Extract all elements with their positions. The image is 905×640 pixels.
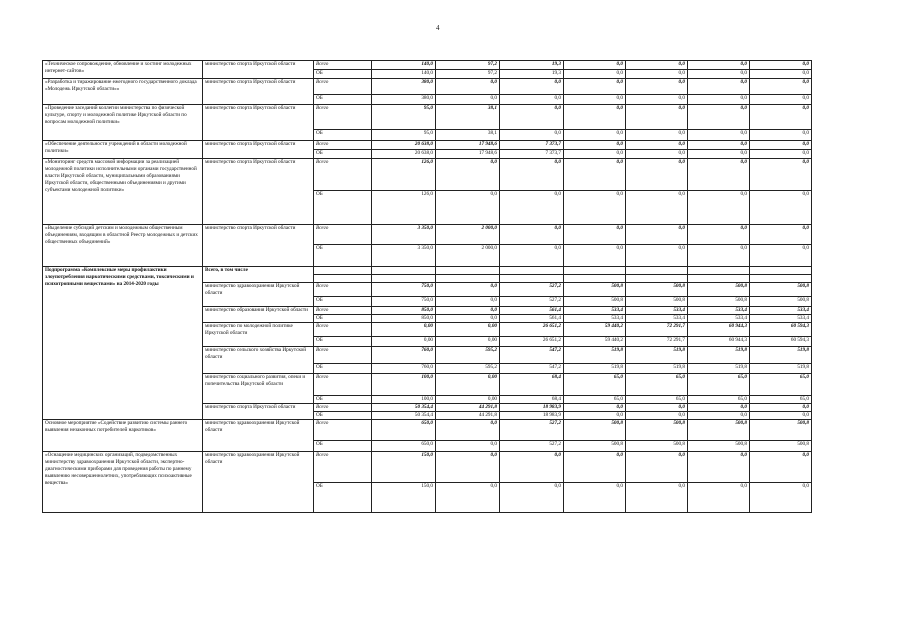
value-cell: 0,0 bbox=[688, 141, 750, 150]
value-cell: 65,0 bbox=[564, 396, 626, 404]
value-cell: 38,1 bbox=[436, 130, 500, 141]
value-cell: 0,0 bbox=[500, 452, 564, 483]
value-cell: 0,0 bbox=[626, 245, 688, 267]
value-cell: 650,0 bbox=[372, 441, 436, 452]
value-cell: 95,0 bbox=[372, 130, 436, 141]
source-cell: ОБ bbox=[314, 191, 372, 225]
value-cell: 0,0 bbox=[750, 61, 812, 70]
value-cell: 500,8 bbox=[750, 283, 812, 297]
source-cell: ОБ bbox=[314, 483, 372, 513]
table-row bbox=[43, 225, 812, 245]
value-cell: 0,0 bbox=[500, 79, 564, 95]
value-cell: 0,0 bbox=[500, 483, 564, 513]
event-name-cell: «Выделение субсидий детским и молодежным общественным объединениям, входящим в областной Реестр молодежных и детских общественных объединений» bbox=[43, 225, 203, 267]
value-cell: 0,0 bbox=[626, 70, 688, 79]
value-cell bbox=[626, 275, 688, 283]
subprogram-name-cell: Подпрограмма «Комплексные меры профилактики злоупотребления наркотическими средствами, токсическими и психотропными веществами» на 2014-2020 годы bbox=[43, 267, 203, 420]
value-cell: 97,2 bbox=[436, 70, 500, 79]
value-cell: 0,0 bbox=[626, 61, 688, 70]
value-cell: 65,0 bbox=[564, 374, 626, 396]
page-number: 4 bbox=[436, 24, 440, 32]
value-cell: 65,0 bbox=[750, 396, 812, 404]
value-cell: 595,2 bbox=[436, 347, 500, 364]
value-cell: 500,8 bbox=[564, 297, 626, 307]
value-cell: 533,4 bbox=[750, 315, 812, 323]
value-cell: 18 983,9 bbox=[500, 412, 564, 420]
value-cell: 380,0 bbox=[372, 95, 436, 105]
value-cell: 0,0 bbox=[564, 412, 626, 420]
source-cell: Всего bbox=[314, 420, 372, 441]
source-cell: Всего bbox=[314, 105, 372, 130]
executor-cell: министерство здравоохранения Иркутской области bbox=[203, 420, 314, 452]
source-cell: Всего bbox=[314, 374, 372, 396]
value-cell bbox=[750, 267, 812, 275]
value-cell: 527,2 bbox=[500, 420, 564, 441]
value-cell: 65,0 bbox=[626, 374, 688, 396]
value-cell: 500,8 bbox=[750, 420, 812, 441]
source-cell: Всего bbox=[314, 79, 372, 95]
value-cell: 533,4 bbox=[688, 315, 750, 323]
value-cell: 65,0 bbox=[626, 396, 688, 404]
value-cell: 38,1 bbox=[436, 105, 500, 130]
value-cell: 0,00 bbox=[436, 337, 500, 347]
value-cell: 650,0 bbox=[372, 420, 436, 441]
value-cell: 500,8 bbox=[626, 420, 688, 441]
value-cell: 17 948,6 bbox=[436, 141, 500, 150]
value-cell: 0,0 bbox=[564, 404, 626, 412]
value-cell: 0,0 bbox=[750, 141, 812, 150]
value-cell: 561,4 bbox=[500, 307, 564, 315]
value-cell: 0,00 bbox=[372, 337, 436, 347]
table-row bbox=[43, 452, 812, 483]
value-cell: 0,0 bbox=[564, 225, 626, 245]
value-cell: 519,8 bbox=[688, 364, 750, 374]
value-cell bbox=[372, 267, 436, 275]
executor-cell: министерство спорта Иркутской области bbox=[203, 61, 314, 79]
source-cell: ОБ bbox=[314, 337, 372, 347]
value-cell: 750,0 bbox=[372, 297, 436, 307]
value-cell: 97,2 bbox=[436, 61, 500, 70]
source-cell: Всего bbox=[314, 159, 372, 191]
event-name-cell: «Оснащение медицинских организаций, подведомственных министерству здравоохранения Иркутской области, экспертно-диагностическими приборами для проведения работы по раннему выявлению несовершеннолетних, употребляющих психоактивные вещества» bbox=[43, 452, 203, 513]
value-cell: 140,0 bbox=[372, 61, 436, 70]
value-cell: 0,0 bbox=[626, 130, 688, 141]
value-cell: 533,4 bbox=[564, 307, 626, 315]
value-cell: 0,0 bbox=[688, 70, 750, 79]
value-cell bbox=[626, 267, 688, 275]
source-cell bbox=[314, 275, 372, 283]
table-row bbox=[43, 267, 812, 275]
value-cell: 0,0 bbox=[564, 452, 626, 483]
value-cell: 0,0 bbox=[626, 191, 688, 225]
value-cell: 0,0 bbox=[750, 483, 812, 513]
value-cell: 126,0 bbox=[372, 159, 436, 191]
executor-cell: министерство спорта Иркутской области bbox=[203, 404, 314, 420]
source-cell: ОБ bbox=[314, 412, 372, 420]
value-cell: 760,0 bbox=[372, 347, 436, 364]
event-name-cell: Основное мероприятие «Содействие развитию системы раннего выявления незаконных потребителей наркотиков» bbox=[43, 420, 203, 452]
value-cell: 0,0 bbox=[500, 225, 564, 245]
value-cell: 519,8 bbox=[564, 347, 626, 364]
value-cell: 0,0 bbox=[750, 159, 812, 191]
executor-cell: министерство спорта Иркутской области bbox=[203, 159, 314, 225]
table-row bbox=[43, 61, 812, 70]
table-row bbox=[43, 79, 812, 95]
source-cell: ОБ bbox=[314, 95, 372, 105]
value-cell: 0,0 bbox=[564, 79, 626, 95]
value-cell bbox=[688, 275, 750, 283]
value-cell: 0,0 bbox=[750, 130, 812, 141]
value-cell: 527,2 bbox=[500, 297, 564, 307]
value-cell: 0,0 bbox=[564, 130, 626, 141]
value-cell: 3 350,0 bbox=[372, 245, 436, 267]
value-cell: 527,2 bbox=[500, 283, 564, 297]
value-cell: 65,0 bbox=[688, 396, 750, 404]
value-cell: 0,0 bbox=[564, 95, 626, 105]
source-cell bbox=[314, 267, 372, 275]
value-cell bbox=[436, 267, 500, 275]
value-cell: 0,0 bbox=[436, 441, 500, 452]
value-cell: 0,0 bbox=[750, 150, 812, 159]
value-cell: 7 373,7 bbox=[500, 150, 564, 159]
value-cell: 0,0 bbox=[500, 245, 564, 267]
value-cell: 519,8 bbox=[750, 364, 812, 374]
value-cell: 100,0 bbox=[372, 396, 436, 404]
value-cell: 0,0 bbox=[750, 225, 812, 245]
value-cell: 500,8 bbox=[564, 441, 626, 452]
value-cell: 0,0 bbox=[688, 95, 750, 105]
event-name-cell: «Обеспечение деятельности учреждений в области молодежной политики» bbox=[43, 141, 203, 159]
value-cell: 150,0 bbox=[372, 452, 436, 483]
source-cell: ОБ bbox=[314, 245, 372, 267]
value-cell: 2 000,0 bbox=[436, 245, 500, 267]
source-cell: ОБ bbox=[314, 150, 372, 159]
value-cell: 0,0 bbox=[688, 245, 750, 267]
value-cell: 0,0 bbox=[564, 245, 626, 267]
value-cell: 60 944,3 bbox=[688, 337, 750, 347]
value-cell: 44 291,8 bbox=[436, 404, 500, 412]
value-cell: 0,0 bbox=[626, 225, 688, 245]
table-row bbox=[43, 141, 812, 150]
value-cell: 500,8 bbox=[688, 441, 750, 452]
value-cell: 533,4 bbox=[564, 315, 626, 323]
source-cell: Всего bbox=[314, 404, 372, 412]
value-cell: 0,0 bbox=[688, 61, 750, 70]
event-name-cell: «Разработка и тиражирование ежегодного государственного доклада «Молодежь Иркутской области»» bbox=[43, 79, 203, 105]
value-cell: 150,0 bbox=[372, 483, 436, 513]
value-cell: 60 594,3 bbox=[750, 323, 812, 337]
value-cell: 0,0 bbox=[750, 70, 812, 79]
value-cell: 0,0 bbox=[564, 105, 626, 130]
source-cell: ОБ bbox=[314, 70, 372, 79]
value-cell: 0,0 bbox=[626, 141, 688, 150]
table-row bbox=[43, 420, 812, 441]
value-cell bbox=[500, 267, 564, 275]
value-cell: 519,8 bbox=[564, 364, 626, 374]
value-cell: 0,0 bbox=[436, 159, 500, 191]
value-cell: 26 651,2 bbox=[500, 323, 564, 337]
value-cell: 0,0 bbox=[564, 150, 626, 159]
value-cell: 0,0 bbox=[564, 483, 626, 513]
value-cell: 0,0 bbox=[436, 283, 500, 297]
table-row bbox=[43, 105, 812, 130]
source-cell: ОБ bbox=[314, 130, 372, 141]
value-cell: 59 440,2 bbox=[564, 323, 626, 337]
value-cell: 50 354,4 bbox=[372, 404, 436, 412]
value-cell: 140,0 bbox=[372, 70, 436, 79]
value-cell: 0,00 bbox=[372, 323, 436, 337]
value-cell: 500,8 bbox=[564, 420, 626, 441]
value-cell: 0,0 bbox=[564, 159, 626, 191]
value-cell: 850,0 bbox=[372, 315, 436, 323]
value-cell: 0,00 bbox=[436, 323, 500, 337]
value-cell: 0,0 bbox=[436, 79, 500, 95]
source-cell: ОБ bbox=[314, 441, 372, 452]
value-cell: 19,3 bbox=[500, 61, 564, 70]
executor-cell: министерство спорта Иркутской области bbox=[203, 105, 314, 141]
value-cell: 0,00 bbox=[436, 374, 500, 396]
event-name-cell: «Техническое сопровождение, обновление и хостинг молодежных интернет-сайтов» bbox=[43, 61, 203, 79]
value-cell: 0,0 bbox=[436, 420, 500, 441]
value-cell: 50 354,4 bbox=[372, 412, 436, 420]
value-cell: 0,0 bbox=[750, 404, 812, 412]
value-cell: 19,3 bbox=[500, 70, 564, 79]
value-cell bbox=[436, 275, 500, 283]
value-cell: 519,8 bbox=[626, 364, 688, 374]
value-cell: 0,0 bbox=[500, 130, 564, 141]
value-cell: 60 594,3 bbox=[750, 337, 812, 347]
value-cell: 0,0 bbox=[688, 191, 750, 225]
value-cell: 0,0 bbox=[688, 130, 750, 141]
source-cell: Всего bbox=[314, 347, 372, 364]
value-cell: 380,0 bbox=[372, 79, 436, 95]
value-cell: 126,0 bbox=[372, 191, 436, 225]
value-cell: 68,4 bbox=[500, 396, 564, 404]
source-cell: ОБ bbox=[314, 297, 372, 307]
source-cell: Всего bbox=[314, 323, 372, 337]
value-cell: 533,4 bbox=[688, 307, 750, 315]
executor-cell: министерство здравоохранения Иркутской области bbox=[203, 452, 314, 513]
value-cell: 0,0 bbox=[750, 79, 812, 95]
value-cell: 500,8 bbox=[626, 297, 688, 307]
source-cell: Всего bbox=[314, 225, 372, 245]
source-cell: Всего bbox=[314, 452, 372, 483]
value-cell: 18 983,9 bbox=[500, 404, 564, 412]
value-cell: 547,2 bbox=[500, 364, 564, 374]
value-cell: 0,0 bbox=[564, 191, 626, 225]
total-label-cell: Всего, в том числе bbox=[203, 267, 314, 283]
value-cell: 44 291,8 bbox=[436, 412, 500, 420]
executor-cell: министерство сельского хозяйства Иркутской области bbox=[203, 347, 314, 374]
value-cell: 519,8 bbox=[750, 347, 812, 364]
value-cell: 0,0 bbox=[688, 483, 750, 513]
value-cell: 547,2 bbox=[500, 347, 564, 364]
source-cell: Всего bbox=[314, 283, 372, 297]
executor-cell: министерство социального развития, опеки и попечительства Иркутской области bbox=[203, 374, 314, 404]
event-name-cell: «Проведение заседаний коллегии министерства по физической культуре, спорту и молодежной политике Иркутской области по вопросам молодежной политики» bbox=[43, 105, 203, 141]
value-cell: 72 291,7 bbox=[626, 337, 688, 347]
value-cell: 500,8 bbox=[688, 297, 750, 307]
value-cell: 2 000,0 bbox=[436, 225, 500, 245]
value-cell: 0,0 bbox=[564, 70, 626, 79]
executor-cell: министерство по молодежной политике Иркутской области bbox=[203, 323, 314, 347]
executor-cell: министерство спорта Иркутской области bbox=[203, 225, 314, 267]
value-cell: 0,0 bbox=[564, 61, 626, 70]
value-cell: 0,0 bbox=[626, 95, 688, 105]
source-cell: ОБ bbox=[314, 396, 372, 404]
value-cell: 0,0 bbox=[626, 150, 688, 159]
value-cell: 0,0 bbox=[750, 191, 812, 225]
value-cell: 500,8 bbox=[626, 283, 688, 297]
executor-cell: министерство здравоохранения Иркутской области bbox=[203, 283, 314, 307]
value-cell: 0,0 bbox=[750, 412, 812, 420]
value-cell: 7 373,7 bbox=[500, 141, 564, 150]
value-cell: 65,0 bbox=[688, 374, 750, 396]
value-cell: 0,0 bbox=[500, 191, 564, 225]
value-cell: 20 638,0 bbox=[372, 150, 436, 159]
value-cell bbox=[688, 267, 750, 275]
value-cell: 0,0 bbox=[688, 404, 750, 412]
value-cell: 0,0 bbox=[436, 452, 500, 483]
value-cell: 0,0 bbox=[626, 79, 688, 95]
value-cell: 561,4 bbox=[500, 315, 564, 323]
value-cell: 0,0 bbox=[688, 105, 750, 130]
value-cell: 0,0 bbox=[500, 159, 564, 191]
value-cell: 533,4 bbox=[626, 315, 688, 323]
value-cell: 100,0 bbox=[372, 374, 436, 396]
value-cell: 20 638,0 bbox=[372, 141, 436, 150]
value-cell: 750,0 bbox=[372, 283, 436, 297]
value-cell: 519,8 bbox=[626, 347, 688, 364]
value-cell: 0,0 bbox=[626, 483, 688, 513]
value-cell: 500,8 bbox=[626, 441, 688, 452]
value-cell: 65,0 bbox=[750, 374, 812, 396]
value-cell: 0,0 bbox=[436, 315, 500, 323]
value-cell: 0,0 bbox=[564, 141, 626, 150]
value-cell: 760,0 bbox=[372, 364, 436, 374]
value-cell: 0,0 bbox=[500, 95, 564, 105]
value-cell: 0,0 bbox=[750, 105, 812, 130]
value-cell: 0,0 bbox=[750, 95, 812, 105]
table-row bbox=[43, 159, 812, 191]
source-cell: ОБ bbox=[314, 364, 372, 374]
value-cell: 850,0 bbox=[372, 307, 436, 315]
value-cell: 527,2 bbox=[500, 441, 564, 452]
value-cell: 17 948,6 bbox=[436, 150, 500, 159]
value-cell: 0,0 bbox=[436, 191, 500, 225]
value-cell: 0,0 bbox=[688, 225, 750, 245]
value-cell: 0,0 bbox=[436, 483, 500, 513]
event-name-cell: «Мониторинг средств массовой информации за реализацией молодежной политики исполнительными органами государственной власти Иркутской области, муниципальными образованиями Иркутской области, общественными объединениями и другими субъектами молодежной политики» bbox=[43, 159, 203, 225]
value-cell: 0,0 bbox=[436, 297, 500, 307]
budget-table bbox=[42, 60, 812, 513]
value-cell: 595,2 bbox=[436, 364, 500, 374]
value-cell: 533,4 bbox=[750, 307, 812, 315]
value-cell: 0,0 bbox=[688, 412, 750, 420]
value-cell: 0,0 bbox=[436, 95, 500, 105]
value-cell: 519,8 bbox=[688, 347, 750, 364]
source-cell: Всего bbox=[314, 141, 372, 150]
source-cell: ОБ bbox=[314, 315, 372, 323]
value-cell: 72 291,7 bbox=[626, 323, 688, 337]
value-cell: 95,0 bbox=[372, 105, 436, 130]
value-cell: 26 651,2 bbox=[500, 337, 564, 347]
value-cell: 500,8 bbox=[750, 297, 812, 307]
value-cell: 68,4 bbox=[500, 374, 564, 396]
value-cell: 0,0 bbox=[626, 159, 688, 191]
value-cell: 0,0 bbox=[436, 307, 500, 315]
value-cell bbox=[564, 275, 626, 283]
value-cell: 0,0 bbox=[626, 452, 688, 483]
value-cell: 0,0 bbox=[626, 404, 688, 412]
value-cell bbox=[564, 267, 626, 275]
executor-cell: министерство спорта Иркутской области bbox=[203, 141, 314, 159]
value-cell: 0,0 bbox=[626, 105, 688, 130]
source-cell: Всего bbox=[314, 307, 372, 315]
value-cell: 0,0 bbox=[688, 150, 750, 159]
value-cell: 0,0 bbox=[500, 105, 564, 130]
source-cell: Всего bbox=[314, 61, 372, 70]
value-cell: 0,00 bbox=[436, 396, 500, 404]
value-cell: 500,8 bbox=[688, 420, 750, 441]
value-cell bbox=[500, 275, 564, 283]
value-cell: 60 944,3 bbox=[688, 323, 750, 337]
value-cell: 0,0 bbox=[750, 452, 812, 483]
value-cell: 500,8 bbox=[688, 283, 750, 297]
value-cell: 3 350,0 bbox=[372, 225, 436, 245]
executor-cell: министерство спорта Иркутской области bbox=[203, 79, 314, 105]
executor-cell: министерство образования Иркутской области bbox=[203, 307, 314, 323]
value-cell: 533,4 bbox=[626, 307, 688, 315]
value-cell: 59 440,2 bbox=[564, 337, 626, 347]
value-cell: 0,0 bbox=[626, 412, 688, 420]
value-cell: 500,8 bbox=[750, 441, 812, 452]
value-cell: 0,0 bbox=[688, 452, 750, 483]
value-cell bbox=[372, 275, 436, 283]
value-cell: 0,0 bbox=[750, 245, 812, 267]
value-cell: 500,8 bbox=[564, 283, 626, 297]
value-cell: 0,0 bbox=[688, 159, 750, 191]
value-cell bbox=[750, 275, 812, 283]
value-cell: 0,0 bbox=[688, 79, 750, 95]
